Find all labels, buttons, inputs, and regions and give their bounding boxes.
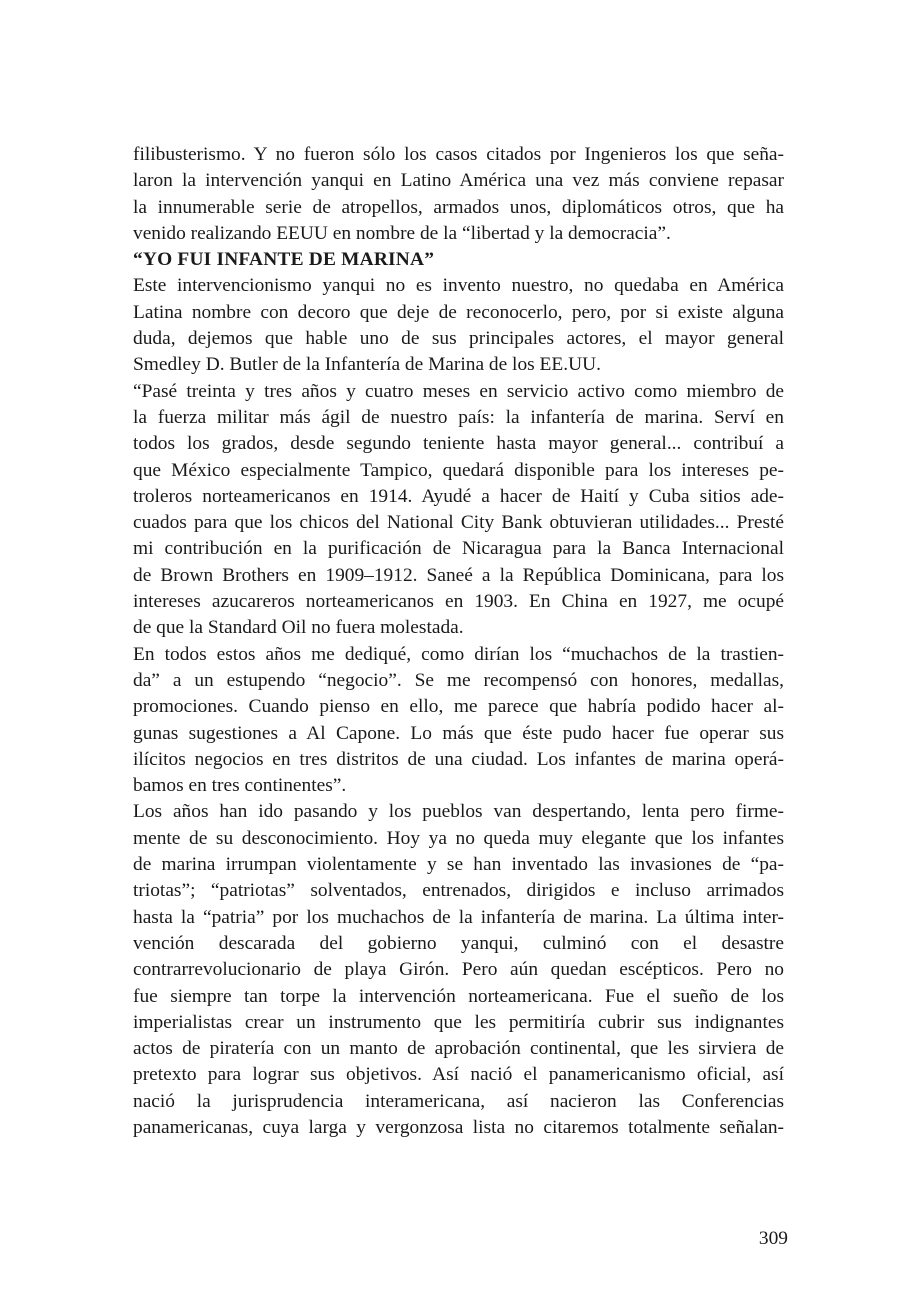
text-line: bamos en tres continentes”. <box>133 775 347 797</box>
text-line: Este intervencionismo yanqui no es invento nuestro, no quedaba en América <box>133 275 784 297</box>
text-line: panamericanas, cuya larga y vergonzosa lista no citaremos totalmente señalan- <box>133 1116 784 1138</box>
text-line: Los años han ido pasando y los pueblos van despertando, lenta pero firme- <box>133 801 784 823</box>
text-line: venido realizando EEUU en nombre de la “libertad y la democracia”. <box>133 222 671 244</box>
text-line: de Brown Brothers en 1909–1912. Saneé a la República Dominicana, para los <box>133 564 784 586</box>
text-line: mi contribución en la purificación de Nicaragua para la Banca Internacional <box>133 538 784 560</box>
text-line: que México especialmente Tampico, quedará disponible para los intereses pe- <box>133 459 784 481</box>
text-line: contrarrevolucionario de playa Girón. Pero aún quedan escépticos. Pero no <box>133 959 784 981</box>
text-line: todos los grados, desde segundo teniente hasta mayor general... contribuí a <box>133 433 784 455</box>
text-line: laron la intervención yanqui en Latino América una vez más conviene repasar <box>133 170 784 192</box>
text-line: troleros norteamericanos en 1914. Ayudé a hacer de Haití y Cuba sitios ade- <box>133 485 784 507</box>
text-line: de marina irrumpan violentamente y se han inventado las invasiones de “pa- <box>133 854 784 876</box>
text-line: filibusterismo. Y no fueron sólo los casos citados por Ingenieros los que seña- <box>133 144 784 165</box>
text-line: pretexto para lograr sus objetivos. Así nació el panamericanismo oficial, así <box>133 1064 784 1086</box>
text-line: ilícitos negocios en tres distritos de una ciudad. Los infantes de marina operá- <box>133 748 784 770</box>
text-line: vención descarada del gobierno yanqui, culminó con el desastre <box>133 932 784 954</box>
text-line: triotas”; “patriotas” solventados, entrenados, dirigidos e incluso arrimados <box>133 880 784 902</box>
text-line: actos de piratería con un manto de aprobación continental, que les sirviera de <box>133 1038 784 1060</box>
text-line: duda, dejemos que hable uno de sus principales actores, el mayor general <box>133 328 784 350</box>
section-heading: “YO FUI INFANTE DE MARINA” <box>133 249 435 271</box>
page-body-text <box>133 142 784 1141</box>
text-line: Latina nombre con decoro que deje de reconocerlo, pero, por si existe alguna <box>133 301 784 323</box>
text-line: Smedley D. Butler de la Infantería de Marina de los EE.UU. <box>133 354 601 376</box>
text-line: la fuerza militar más ágil de nuestro país: la infantería de marina. Serví en <box>133 406 784 428</box>
text-line: nació la jurisprudencia interamericana, así nacieron las Conferencias <box>133 1090 784 1112</box>
text-line: hasta la “patria” por los muchachos de la infantería de marina. La última inter- <box>133 906 784 928</box>
text-line: de que la Standard Oil no fuera molestada. <box>133 617 464 639</box>
text-line: la innumerable serie de atropellos, armados unos, diplomáticos otros, que ha <box>133 196 784 218</box>
text-line: intereses azucareros norteamericanos en 1903. En China en 1927, me ocupé <box>133 591 784 613</box>
text-line: da” a un estupendo “negocio”. Se me recompensó con honores, medallas, <box>133 669 784 691</box>
text-line: cuados para que los chicos del National City Bank obtuvieran utilidades... Presté <box>133 512 784 534</box>
text-line: fue siempre tan torpe la intervención norteamericana. Fue el sueño de los <box>133 985 784 1007</box>
text-line: En todos estos años me dediqué, como dirían los “muchachos de la trastien- <box>133 643 784 665</box>
text-line: “Pasé treinta y tres años y cuatro meses en servicio activo como miembro de <box>133 380 784 402</box>
text-line: mente de su desconocimiento. Hoy ya no queda muy elegante que los infantes <box>133 827 784 849</box>
text-line: gunas sugestiones a Al Capone. Lo más que éste pudo hacer fue operar sus <box>133 722 784 744</box>
page-number: 309 <box>758 1228 788 1249</box>
text-line: promociones. Cuando pienso en ello, me parece que habría podido hacer al- <box>133 696 784 718</box>
text-line: imperialistas crear un instrumento que les permitiría cubrir sus indignantes <box>133 1011 784 1033</box>
